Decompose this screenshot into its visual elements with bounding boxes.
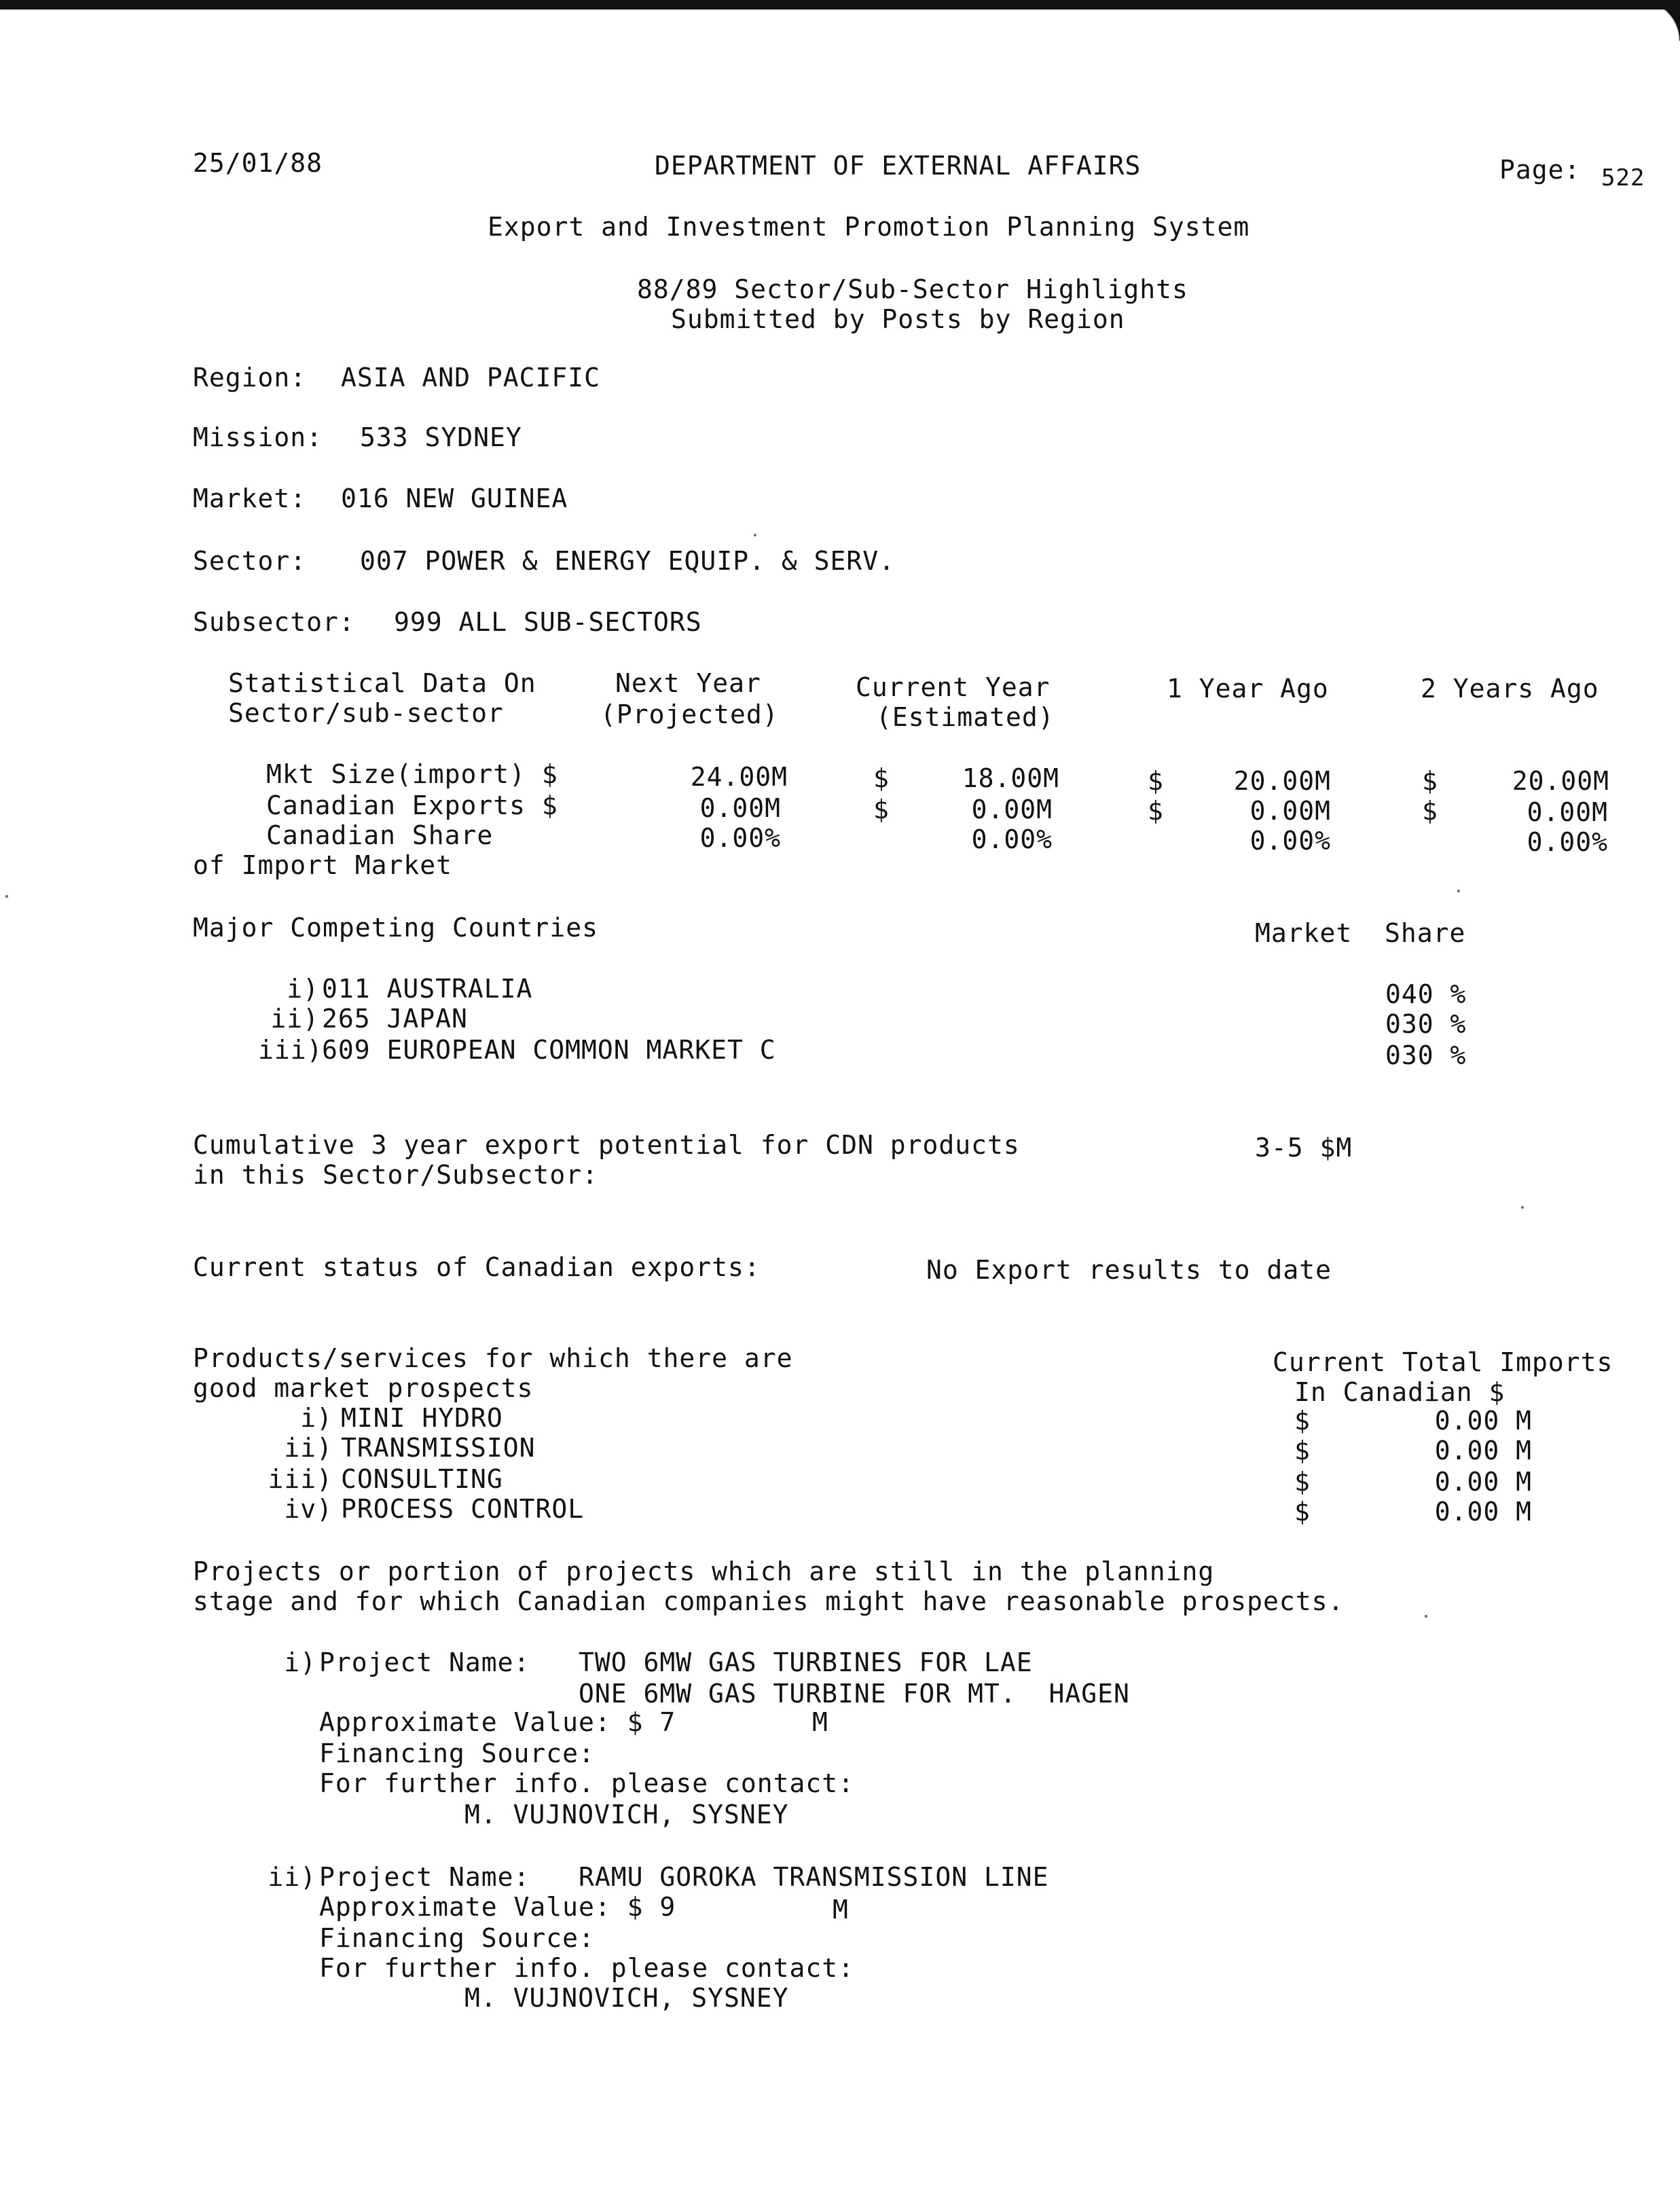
- product-import-value: 0.00 M: [1434, 1436, 1532, 1465]
- competitor-number: iii): [258, 1035, 323, 1065]
- stat-next: 0.00M: [699, 793, 781, 823]
- project-name-label: Project Name:: [319, 1647, 530, 1677]
- product-name: CONSULTING: [341, 1464, 503, 1494]
- competitor-name: 609 EUROPEAN COMMON MARKET C: [322, 1035, 776, 1065]
- competitor-number: i): [287, 974, 319, 1004]
- stat-two-years: 20.00M: [1512, 766, 1609, 796]
- competitor-share: 040 %: [1385, 979, 1467, 1009]
- scan-speck: [1425, 1615, 1427, 1618]
- scan-speck: [1521, 1206, 1524, 1209]
- competitors-heading: Major Competing Countries: [193, 913, 598, 943]
- product-currency: $: [1294, 1406, 1311, 1436]
- project-name-label: Project Name:: [319, 1862, 530, 1892]
- project-contact-label: For further info. please contact:: [319, 1768, 854, 1798]
- dollar-sign: $: [1422, 766, 1438, 796]
- project-name: RAMU GOROKA TRANSMISSION LINE: [579, 1862, 1049, 1892]
- imports-heading: Current Total Imports: [1273, 1347, 1613, 1377]
- competitor-name: 011 AUSTRALIA: [322, 974, 533, 1004]
- col-two-years-ago: 2 Years Ago: [1421, 674, 1599, 704]
- potential-value: 3-5 $M: [1255, 1133, 1353, 1163]
- mission-value: 533 SYDNEY: [360, 422, 522, 452]
- product-currency: $: [1294, 1436, 1311, 1465]
- stats-header-label-1: Statistical Data On: [228, 668, 536, 698]
- stat-row-label: Canadian Exports $: [266, 790, 558, 820]
- stat-row-label: Mkt Size(import) $: [266, 759, 558, 789]
- product-number: ii): [284, 1433, 333, 1463]
- project-financing: Financing Source:: [319, 1738, 595, 1768]
- stats-header-label-2: Sector/sub-sector: [228, 698, 504, 728]
- report-date: 25/01/88: [193, 148, 323, 178]
- project-approx-value: Approximate Value: $ 9: [319, 1892, 676, 1922]
- product-import-value: 0.00 M: [1434, 1406, 1532, 1436]
- product-currency: $: [1294, 1467, 1311, 1497]
- projects-intro-cont: stage and for which Canadian companies might have reasonable prospects.: [193, 1586, 1345, 1616]
- stat-current: 18.00M: [962, 763, 1059, 793]
- stat-one-year: 20.00M: [1233, 766, 1331, 796]
- product-name: MINI HYDRO: [341, 1403, 503, 1433]
- product-number: i): [300, 1403, 333, 1433]
- col-current-year: Current Year: [856, 672, 1051, 702]
- scan-edge: [0, 0, 1680, 10]
- col-next-year-sub: (Projected): [600, 699, 779, 729]
- subsector-label: Subsector:: [193, 607, 355, 637]
- dollar-sign: $: [1148, 766, 1164, 796]
- mission-label: Mission:: [193, 422, 323, 452]
- department-name: DEPARTMENT OF EXTERNAL AFFAIRS: [655, 151, 1142, 181]
- product-name: TRANSMISSION: [341, 1433, 536, 1463]
- stat-two-years: 0.00M: [1527, 797, 1608, 827]
- scan-speck: [5, 895, 8, 898]
- col-current-year-sub: (Estimated): [876, 702, 1055, 732]
- scan-corner: [1639, 0, 1680, 41]
- stat-one-year: 0.00M: [1249, 796, 1331, 826]
- potential-label-cont: in this Sector/Subsector:: [193, 1160, 598, 1190]
- status-value: No Export results to date: [926, 1255, 1332, 1285]
- dollar-sign: $: [1148, 796, 1164, 826]
- stat-one-year: 0.00%: [1249, 826, 1331, 856]
- dollar-sign: $: [1422, 796, 1438, 826]
- project-contact: M. VUJNOVICH, SYSNEY: [464, 1983, 789, 2013]
- report-title: 88/89 Sector/Sub-Sector Highlights: [637, 274, 1188, 304]
- scan-speck: [754, 534, 756, 536]
- dollar-sign: $: [873, 763, 890, 793]
- project-financing: Financing Source:: [319, 1923, 595, 1953]
- product-number: iv): [284, 1494, 333, 1524]
- project-approx-value: Approximate Value: $ 7: [319, 1707, 676, 1737]
- stat-current: 0.00%: [971, 824, 1053, 854]
- sector-label: Sector:: [193, 546, 307, 576]
- competitor-number: ii): [270, 1004, 319, 1034]
- market-share-heading: Market Share: [1255, 918, 1466, 948]
- region-label: Region:: [193, 363, 307, 393]
- sector-value: 007 POWER & ENERGY EQUIP. & SERV.: [360, 546, 895, 576]
- stat-row-label-cont: of Import Market: [193, 850, 453, 880]
- stat-row-label: Canadian Share: [266, 820, 494, 850]
- stat-next: 24.00M: [690, 762, 788, 792]
- competitor-name: 265 JAPAN: [322, 1004, 468, 1034]
- scan-speck: [1457, 890, 1460, 892]
- stat-two-years: 0.00%: [1527, 827, 1608, 857]
- subsector-value: 999 ALL SUB-SECTORS: [394, 607, 702, 637]
- project-name: TWO 6MW GAS TURBINES FOR LAE: [579, 1647, 1033, 1677]
- page-number: 522: [1601, 164, 1645, 192]
- col-one-year-ago: 1 Year Ago: [1167, 674, 1329, 704]
- system-title: Export and Investment Promotion Planning System: [488, 212, 1250, 242]
- project-number: i): [284, 1647, 316, 1677]
- products-heading: Products/services for which there are: [193, 1343, 793, 1373]
- product-name: PROCESS CONTROL: [341, 1494, 585, 1524]
- project-value-unit: M: [812, 1707, 828, 1737]
- market-label: Market:: [193, 484, 307, 513]
- product-currency: $: [1294, 1497, 1311, 1527]
- project-contact: M. VUJNOVICH, SYSNEY: [464, 1800, 789, 1829]
- product-number: iii): [268, 1464, 333, 1494]
- project-contact-label: For further info. please contact:: [319, 1953, 854, 1983]
- market-value: 016 NEW GUINEA: [341, 484, 568, 513]
- project-value-unit: M: [833, 1895, 849, 1925]
- report-subtitle: Submitted by Posts by Region: [671, 304, 1125, 334]
- competitor-share: 030 %: [1385, 1040, 1467, 1070]
- projects-intro: Projects or portion of projects which are still in the planning: [193, 1556, 1215, 1586]
- status-label: Current status of Canadian exports:: [193, 1252, 761, 1282]
- project-number: ii): [268, 1862, 316, 1892]
- competitor-share: 030 %: [1385, 1009, 1467, 1039]
- product-import-value: 0.00 M: [1434, 1467, 1532, 1497]
- page-label: Page:: [1499, 155, 1581, 185]
- products-heading-cont: good market prospects: [193, 1373, 534, 1403]
- col-next-year: Next Year: [615, 668, 761, 698]
- project-name-cont: ONE 6MW GAS TURBINE FOR MT. HAGEN: [579, 1679, 1130, 1709]
- region-value: ASIA AND PACIFIC: [341, 363, 601, 393]
- product-import-value: 0.00 M: [1434, 1497, 1532, 1527]
- potential-label: Cumulative 3 year export potential for CDN products: [193, 1130, 1020, 1160]
- imports-subheading: In Canadian $: [1294, 1377, 1505, 1407]
- stat-current: 0.00M: [971, 795, 1053, 824]
- stat-next: 0.00%: [699, 823, 781, 853]
- dollar-sign: $: [873, 795, 890, 824]
